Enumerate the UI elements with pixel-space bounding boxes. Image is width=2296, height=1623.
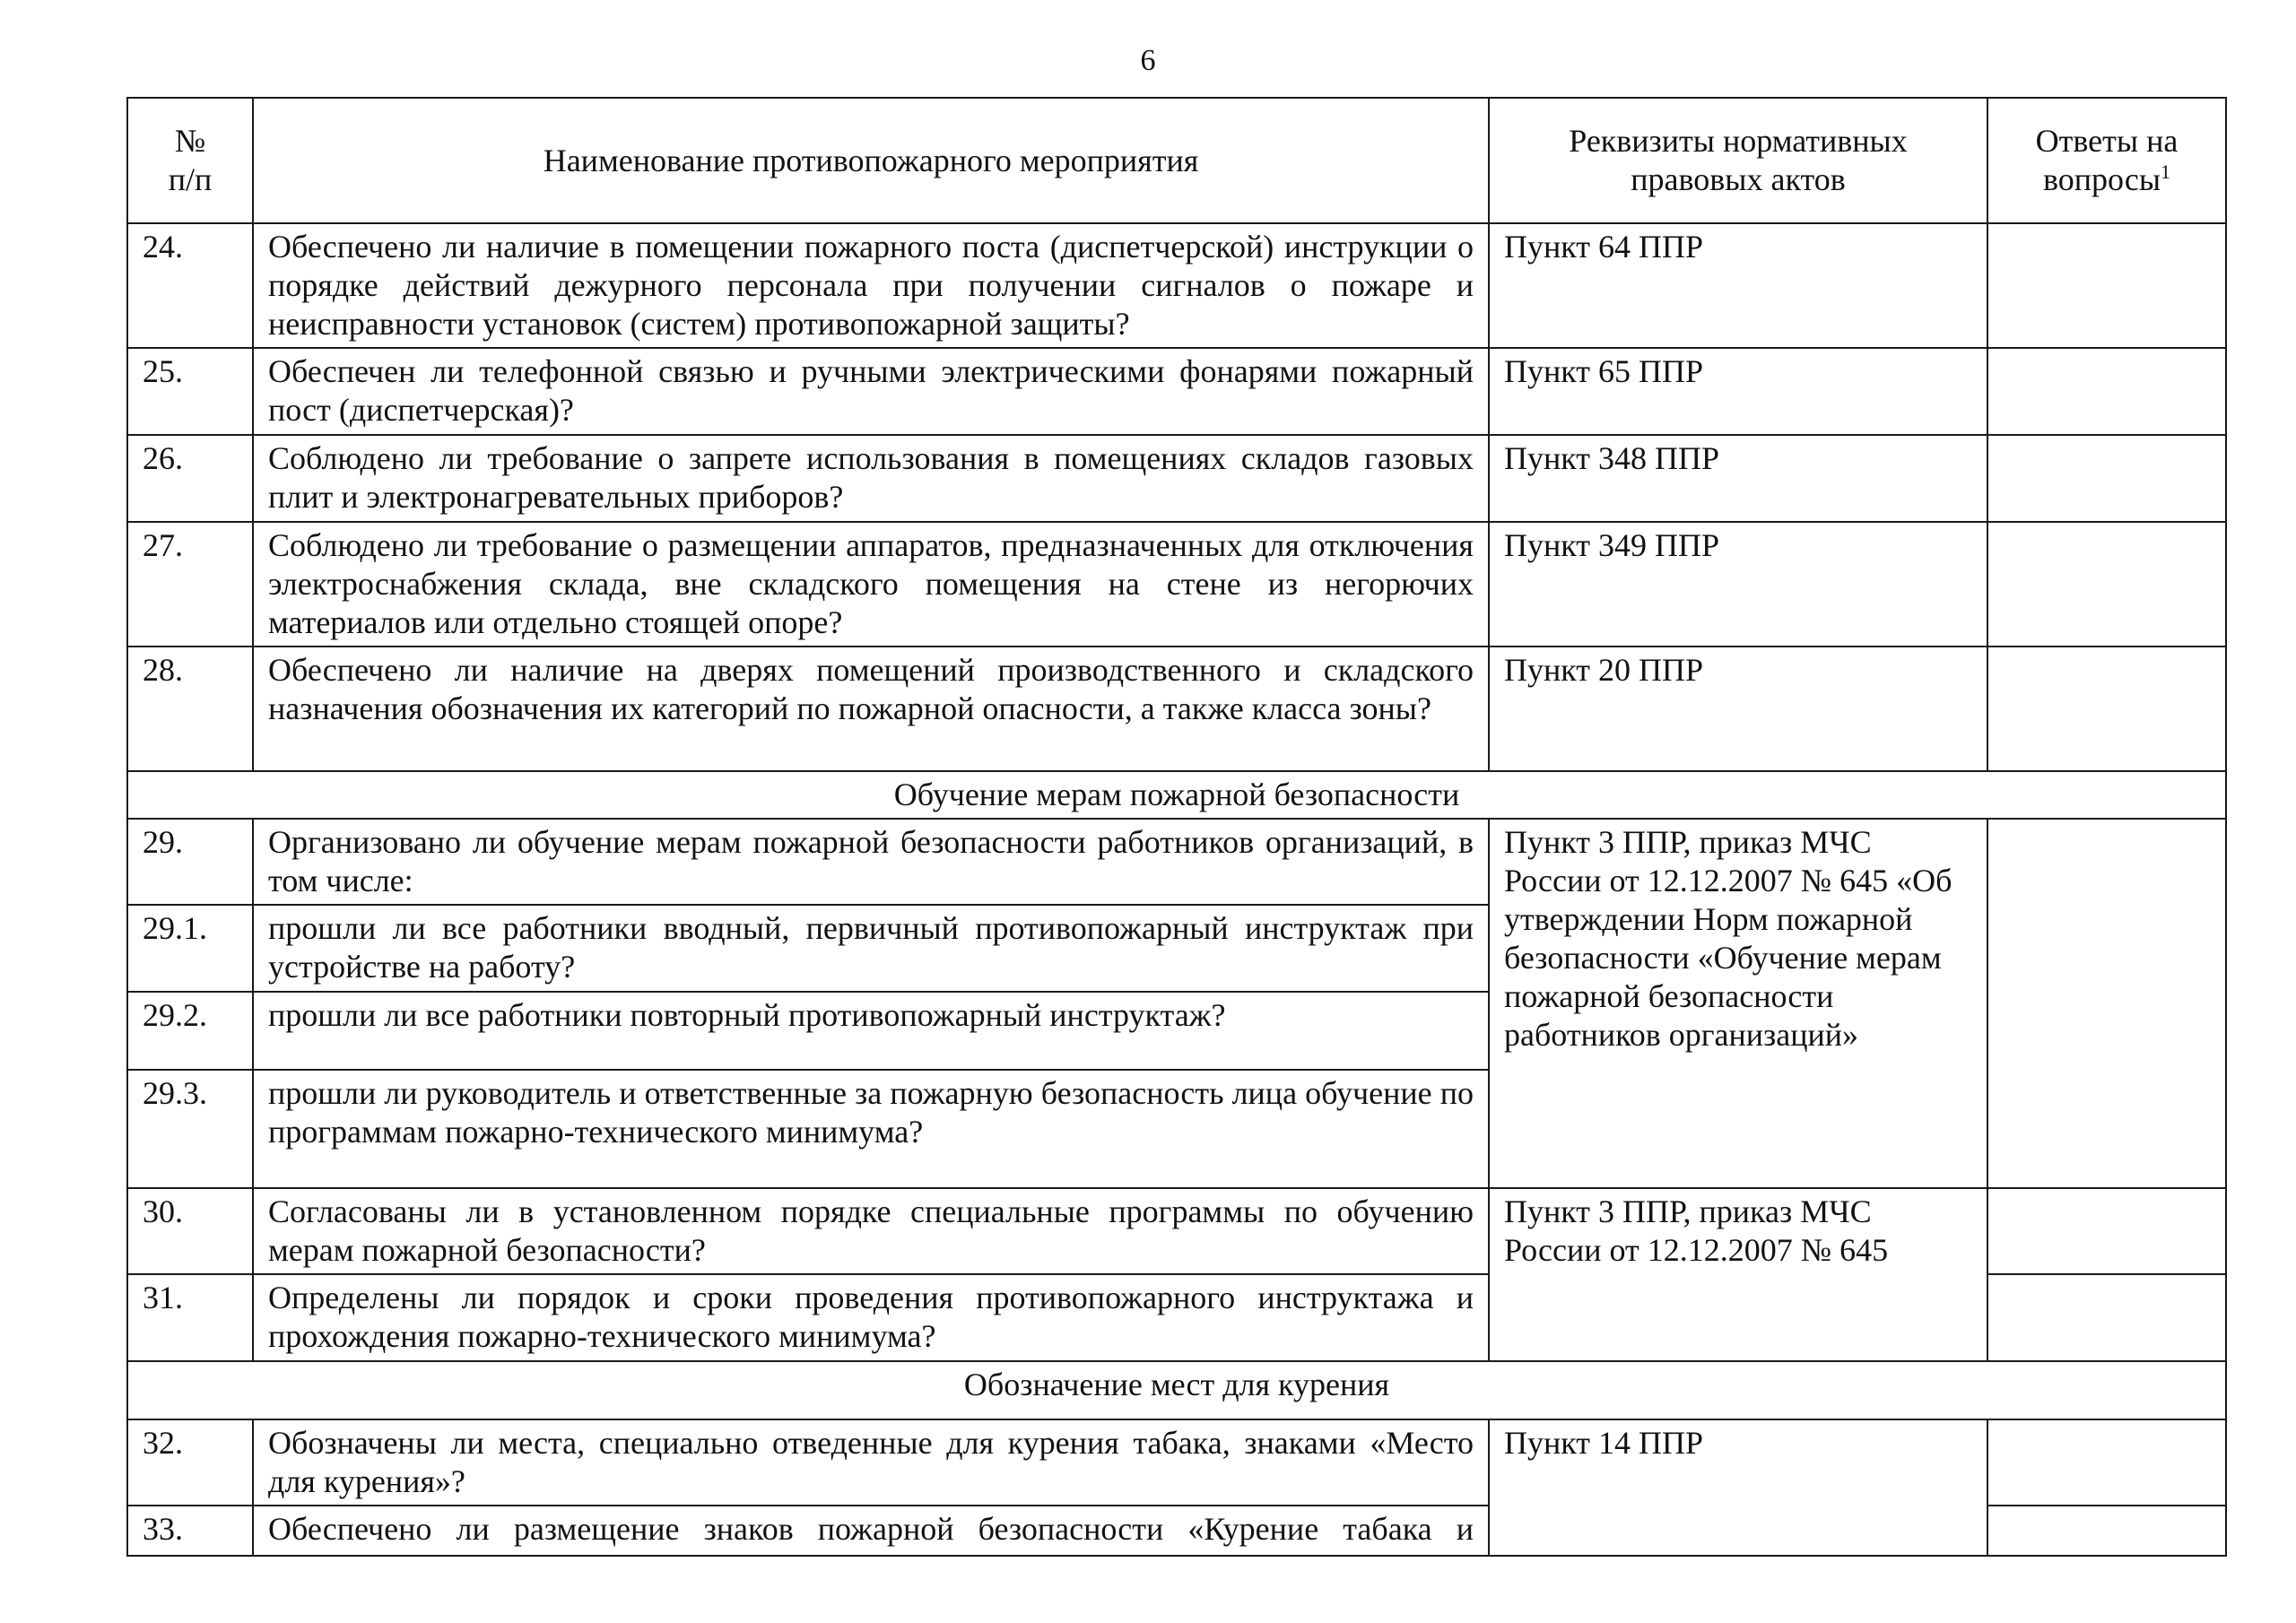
table-row xyxy=(127,223,2226,348)
table-row xyxy=(127,1188,2226,1274)
row-answer-cell[interactable] xyxy=(1987,522,2226,647)
section-title-training: Обучение мерам пожарной безопасности xyxy=(127,771,2226,819)
header-row xyxy=(127,98,2226,223)
section-row xyxy=(127,1361,2226,1419)
row-reference: Пункт 20 ППР xyxy=(1489,647,1987,771)
row-answer-cell[interactable] xyxy=(1987,435,2226,522)
reference-line: утверждении Норм пожарной xyxy=(1504,901,1913,937)
row-question: Обеспечено ли наличие в помещении пожарного поста (диспетчерской) инструкции о порядке действий дежурного персонала при получении сигналов о пожаре и неисправности установок (систем) противопожарной защиты? xyxy=(253,223,1489,348)
header-answers-line1: Ответы на xyxy=(2035,123,2179,159)
row-number: 29.2. xyxy=(127,992,253,1070)
row-reference: Пункт 65 ППР xyxy=(1489,348,1987,435)
row-question: Организовано ли обучение мерам пожарной безопасности работников организаций, в том числе: xyxy=(253,819,1489,905)
table-row xyxy=(127,1419,2226,1506)
header-name: Наименование противопожарного мероприятия xyxy=(253,98,1489,223)
row-number: 28. xyxy=(127,647,253,771)
row-question: Определены ли порядок и сроки проведения противопожарного инструктажа и прохождения пожарно-технического минимума? xyxy=(253,1274,1489,1361)
row-question: Соблюдено ли требование о запрете использования в помещениях складов газовых плит и электронагревательных приборов? xyxy=(253,435,1489,522)
row-number: 32. xyxy=(127,1419,253,1506)
header-num xyxy=(127,98,253,223)
row-number: 30. xyxy=(127,1188,253,1274)
row-question: Согласованы ли в установленном порядке специальные программы по обучению мерам пожарной безопасности? xyxy=(253,1188,1489,1274)
row-answer-cell[interactable] xyxy=(1987,223,2226,348)
row-question: Обозначены ли места, специально отведенные для курения табака, знаками «Место для курения»? xyxy=(253,1419,1489,1506)
checklist-table xyxy=(126,97,2227,1557)
header-answers xyxy=(1987,98,2226,223)
table-row xyxy=(127,348,2226,435)
section-row xyxy=(127,771,2226,819)
table-row xyxy=(127,435,2226,522)
header-num-line2: п/п xyxy=(168,161,213,197)
row-answer-cell[interactable] xyxy=(1987,1506,2226,1556)
row-question: Обеспечено ли наличие на дверях помещений производственного и складского назначения обозначения их категорий по пожарной опасности, а также класса зоны? xyxy=(253,647,1489,771)
table-row xyxy=(127,522,2226,647)
row-answer-cell[interactable] xyxy=(1987,1188,2226,1274)
row-reference: Пункт 348 ППР xyxy=(1489,435,1987,522)
row-question: прошли ли все работники вводный, первичный противопожарный инструктаж при устройстве на работу? xyxy=(253,905,1489,992)
row-number: 25. xyxy=(127,348,253,435)
row-reference xyxy=(1489,1188,1987,1361)
row-question: прошли ли все работники повторный противопожарный инструктаж? xyxy=(253,992,1489,1070)
table-row xyxy=(127,819,2226,905)
row-answer-cell[interactable] xyxy=(1987,1274,2226,1361)
page-number: 6 xyxy=(1140,44,1156,77)
row-number: 33. xyxy=(127,1506,253,1556)
header-answers-text: вопросы xyxy=(2042,161,2161,197)
table-row xyxy=(127,647,2226,771)
row-question: Соблюдено ли требование о размещении аппаратов, предназначенных для отключения электроснабжения склада, вне складского помещения на стене из негорючих материалов или отдельно стоящей опоре? xyxy=(253,522,1489,647)
row-answer-cell[interactable] xyxy=(1987,1419,2226,1506)
row-question: Обеспечено ли размещение знаков пожарной безопасности «Курение табака и xyxy=(253,1506,1489,1556)
header-num-line1: № xyxy=(174,123,206,159)
row-answer-cell[interactable] xyxy=(1987,348,2226,435)
row-number: 29.3. xyxy=(127,1070,253,1188)
reference-line: безопасности «Обучение мерам xyxy=(1504,940,1942,976)
reference-line: России от 12.12.2007 № 645 xyxy=(1504,1232,1889,1268)
row-question: Обеспечен ли телефонной связью и ручными электрическими фонарями пожарный пост (диспетчерская)? xyxy=(253,348,1489,435)
reference-line: Пункт 3 ППР, приказ МЧС xyxy=(1504,1193,1872,1229)
footnote-marker: 1 xyxy=(2161,161,2171,183)
row-number: 29.1. xyxy=(127,905,253,992)
row-answer-cell[interactable] xyxy=(1987,819,2226,1188)
row-reference: Пункт 349 ППР xyxy=(1489,522,1987,647)
row-reference: Пункт 64 ППР xyxy=(1489,223,1987,348)
reference-line: Пункт 3 ППР, приказ МЧС xyxy=(1504,824,1872,860)
row-reference xyxy=(1489,819,1987,1188)
row-number: 31. xyxy=(127,1274,253,1361)
header-requisites xyxy=(1489,98,1987,223)
reference-line: пожарной безопасности xyxy=(1504,978,1834,1014)
reference-line: России от 12.12.2007 № 645 «Об xyxy=(1504,863,1952,898)
row-number: 27. xyxy=(127,522,253,647)
header-answers-line2 xyxy=(2003,161,2211,199)
row-number: 24. xyxy=(127,223,253,348)
row-number: 26. xyxy=(127,435,253,522)
row-question: прошли ли руководитель и ответственные за пожарную безопасность лица обучение по программам пожарно-технического минимума? xyxy=(253,1070,1489,1188)
reference-line: работников организаций» xyxy=(1504,1017,1859,1053)
section-title-smoking: Обозначение мест для курения xyxy=(127,1361,2226,1419)
header-requisites-line2: правовых актов xyxy=(1631,161,1846,197)
row-number: 29. xyxy=(127,819,253,905)
row-reference: Пункт 14 ППР xyxy=(1489,1419,1987,1556)
header-requisites-line1: Реквизиты нормативных xyxy=(1569,123,1908,159)
row-answer-cell[interactable] xyxy=(1987,647,2226,771)
